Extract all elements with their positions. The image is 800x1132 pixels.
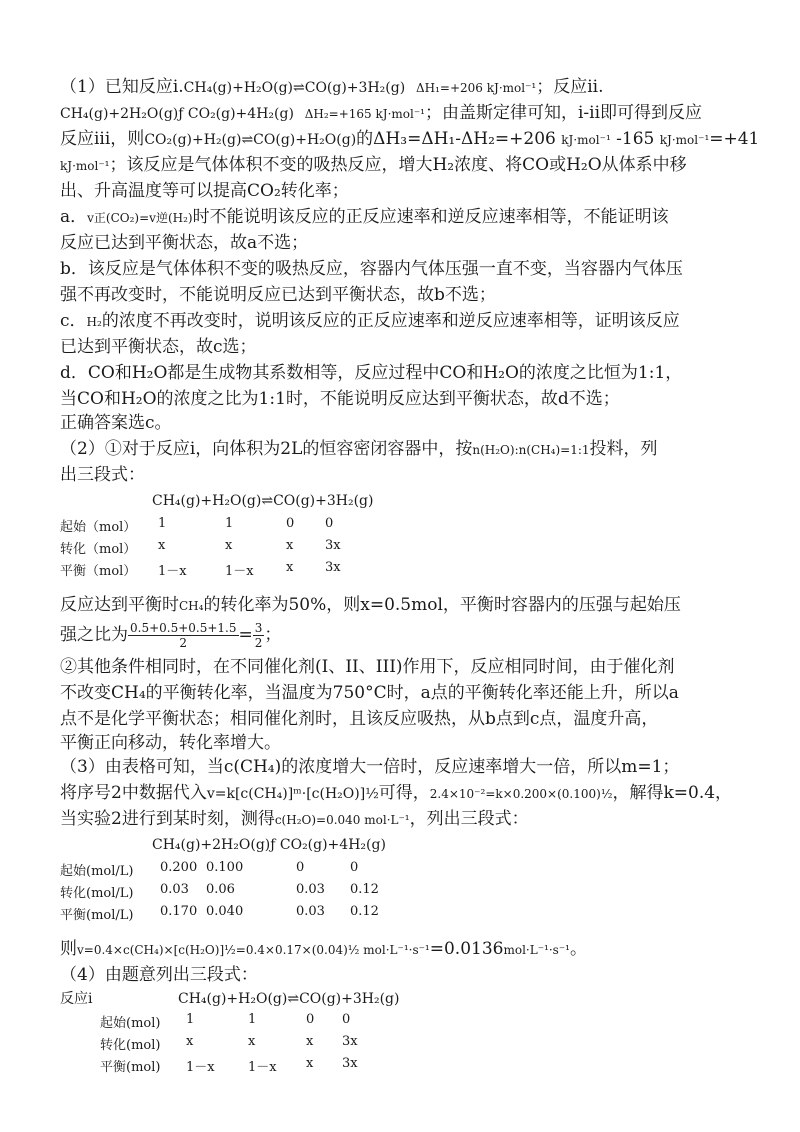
p1-text: （1）已知反应i. (60, 77, 184, 97)
p2-line-4 (60, 620, 281, 650)
table-cell: x (306, 1056, 314, 1071)
table-cell: 0 (350, 860, 359, 875)
p2-text: 强之比为 (60, 625, 128, 645)
table-row-label: 转化(mol/L) (60, 886, 134, 901)
table-row-label: 起始（mol） (60, 520, 137, 535)
p1-text: ；该反应是气体体积不变的吸热反应，增大H₂浓度、将CO或H₂O从体系中移 (109, 155, 687, 175)
p1-text: =+41 (709, 129, 760, 149)
table-cell: x (248, 1034, 256, 1049)
p1-line-9: 强不再改变时，不能说明反应已达到平衡状态，故b不选； (60, 285, 496, 305)
p3-equation: CH₄(g)+2H₂O(g)ƒ CO₂(g)+4H₂(g) (152, 837, 386, 853)
table-cell: x (158, 538, 166, 553)
table-cell: 0.040 (206, 904, 244, 919)
p2-line-5: ②其他条件相同时，在不同催化剂(I、II、III)作用下，反应相同时间，由于催化剂 (60, 657, 675, 677)
table-row-label: 起始(mol) (100, 1016, 161, 1031)
table-cell: 0.170 (160, 904, 198, 919)
p2-three-step-table (60, 516, 460, 588)
p2-line-1 (60, 438, 658, 461)
p1-text: ；反应ii. (536, 77, 604, 97)
table-cell: 0.12 (350, 904, 379, 919)
table-cell: 1－x (158, 564, 187, 579)
table-cell: 1－x (186, 1060, 215, 1075)
p3-line-4 (60, 938, 587, 961)
p4-reaction-label: 反应i (60, 991, 93, 1007)
p3-text: ，列出三段式： (409, 809, 529, 829)
p2-line-3 (60, 594, 681, 617)
substitution: 2.4×10⁻²=k×0.200×(0.100)½ (429, 787, 613, 801)
table-cell: 3x (342, 1056, 358, 1071)
reaction-i-equation: CH₄(g)+H₂O(g)⇌CO(g)+3H₂(g) (183, 80, 406, 96)
table-cell: 3x (342, 1034, 358, 1049)
unit: kJ·mol⁻¹ (561, 133, 611, 147)
unit: mol·L⁻¹·s⁻¹ (503, 943, 570, 957)
p1-text: 的ΔH₃=ΔH₁-ΔH₂=+206 (356, 129, 556, 149)
p1-text: 的浓度不再改变时，说明该反应的正反应速率和逆反应速率相等，证明该反应 (101, 311, 680, 331)
table-row-label: 平衡(mol) (100, 1060, 161, 1075)
p2-line-6: 不改变CH₄的平衡转化率，当温度为750°C时，a点的平衡转化率还能上升，所以a (60, 683, 679, 703)
table-row-label: 平衡(mol/L) (60, 908, 134, 923)
table-cell: x (225, 538, 233, 553)
table-cell: 0.03 (160, 882, 189, 897)
unit: kJ·mol⁻¹ (659, 133, 710, 147)
table-cell: 0.03 (296, 904, 325, 919)
p1-line-1 (60, 76, 604, 99)
enthalpy-1: ΔH₁=+206 kJ·mol⁻¹ (415, 81, 537, 95)
table-cell: 0 (325, 516, 334, 531)
table-cell: x (286, 560, 294, 575)
table-cell: 0 (306, 1012, 315, 1027)
p1-text: c． (60, 311, 87, 331)
p2-text: （2）①对于反应i，向体积为2L的恒容密闭容器中，按 (60, 439, 473, 459)
table-cell: x (286, 538, 294, 553)
table-row-label: 转化(mol) (100, 1038, 161, 1053)
p1-line-5: 出、升高温度等可以提高CO₂转化率； (60, 181, 349, 201)
p3-text: 将序号2中数据代入 (60, 783, 207, 803)
p1-line-2 (60, 102, 702, 125)
p3-line-3 (60, 808, 529, 831)
p1-line-12: d．CO和H₂O都是生成物其系数相等，反应过程中CO和H₂O的浓度之比恒为1:1， (60, 363, 683, 383)
fraction-numerator: 0.5+0.5+0.5+1.5 (130, 621, 237, 635)
p2-line-2: 出三段式： (60, 465, 145, 485)
table-cell: 0 (342, 1012, 351, 1027)
concentration-value: c(H₂O)=0.040 mol·L⁻¹ (274, 813, 410, 827)
table-cell: 0.100 (206, 860, 244, 875)
table-cell: 3x (325, 538, 341, 553)
p2-text: 的转化率为50%，则x=0.5mol，平衡时容器内的压强与起始压 (203, 595, 681, 615)
table-cell: 0.03 (296, 882, 325, 897)
rate-expression: v正(CO₂)=v逆(H₂) (87, 211, 193, 225)
p3-three-step-table (60, 860, 460, 932)
p1-line-6 (60, 206, 669, 229)
table-row-label: 起始(mol/L) (60, 864, 134, 879)
p3-text: 则 (60, 939, 77, 959)
p1-line-7: 反应已达到平衡状态，故a不选； (60, 233, 309, 253)
table-cell: 0 (296, 860, 305, 875)
p2-text: 投料，列 (589, 439, 658, 459)
p3-text: 当实验2进行到某时刻，测得 (60, 809, 275, 829)
p1-text: ；由盖斯定律可知，i-ii即可得到反应 (424, 103, 703, 123)
p3-text: 。 (569, 939, 587, 959)
p1-line-13: 当CO和H₂O的浓度之比为1:1时，不能说明反应达到平衡状态，故d不选； (60, 389, 620, 409)
equals-sign: = (238, 625, 253, 645)
p1-text: a． (60, 207, 88, 227)
table-row-label: 转化（mol） (60, 542, 137, 557)
table-cell: 0 (286, 516, 295, 531)
formula: H₂ (86, 315, 102, 329)
fraction-denominator: 2 (254, 636, 263, 650)
fraction-denominator: 2 (179, 636, 188, 650)
table-cell: 1－x (225, 564, 254, 579)
p1-text: 时不能说明该反应的正反应速率和逆反应速率相等，不能证明该 (192, 207, 669, 227)
table-cell: 0.12 (350, 882, 379, 897)
pressure-ratio-fraction (128, 621, 239, 650)
table-cell: x (306, 1034, 314, 1049)
table-cell: 1 (186, 1012, 195, 1027)
rate-result: =0.0136 (429, 939, 504, 959)
fraction-numerator: 3 (254, 621, 263, 635)
table-cell: 0.200 (160, 860, 198, 875)
rate-calculation: v=0.4×c(CH₄)×[c(H₂O)]½=0.4×0.17×(0.04)½ mol·L⁻¹·s⁻¹ (77, 943, 430, 957)
p2-line-7: 点不是化学平衡状态；相同催化剂时，且该反应吸热，从b点到c点，温度升高， (60, 709, 659, 729)
p3-line-2 (60, 782, 732, 805)
enthalpy-2: ΔH₂=+165 kJ·mol⁻¹ (304, 107, 425, 121)
p3-text: 可得， (378, 783, 430, 803)
p4-equation: CH₄(g)+H₂O(g)⇌CO(g)+3H₂(g) (178, 991, 400, 1007)
table-cell: x (186, 1034, 194, 1049)
table-cell: 0.06 (206, 882, 235, 897)
ratio-expression: n(H₂O):n(CH₄)=1:1 (472, 443, 590, 457)
table-cell: 1 (158, 516, 167, 531)
p3-line-1: （3）由表格可知，当c(CH₄)的浓度增大一倍时，反应速率增大一倍，所以m=1； (60, 757, 680, 777)
table-row-label: 平衡（mol） (60, 564, 137, 579)
p4-three-step-table (100, 1012, 500, 1084)
p1-line-14: 正确答案选c。 (60, 413, 172, 433)
result-fraction (253, 621, 265, 650)
table-cell: 3x (325, 560, 341, 575)
p2-text: 反应达到平衡时 (60, 595, 179, 615)
reaction-ii-equation: CH₄(g)+2H₂O(g)ƒ CO₂(g)+4H₂(g) (60, 106, 294, 122)
p1-line-11: 已达到平衡状态，故c选； (60, 337, 257, 357)
p3-text: ，解得k=0.4， (612, 783, 733, 803)
p1-line-8: b．该反应是气体体积不变的吸热反应，容器内气体压强一直不变，当容器内气体压 (60, 259, 683, 279)
p1-line-3 (60, 128, 759, 151)
formula: CH₄ (179, 599, 204, 613)
rate-law: v=k[c(CH₄)]ᵐ·[c(H₂O)]½ (206, 786, 379, 802)
p2-text: ； (264, 625, 282, 645)
p1-text: 反应iii，则 (60, 129, 145, 149)
table-cell: 1 (248, 1012, 257, 1027)
p1-text: -165 (616, 129, 655, 149)
p2-equation: CH₄(g)+H₂O(g)⇌CO(g)+3H₂(g) (152, 493, 374, 509)
table-cell: 1 (225, 516, 234, 531)
p1-line-4 (60, 154, 687, 177)
p1-line-10 (60, 310, 680, 333)
reaction-iii-equation: CO₂(g)+H₂(g)⇌CO(g)+H₂O(g) (144, 132, 357, 148)
unit: kJ·mol⁻¹ (60, 159, 110, 173)
p4-line-1: （4）由题意列出三段式： (60, 965, 258, 985)
p2-line-8: 平衡正向移动，转化率增大。 (60, 733, 281, 753)
table-cell: 1－x (248, 1060, 277, 1075)
